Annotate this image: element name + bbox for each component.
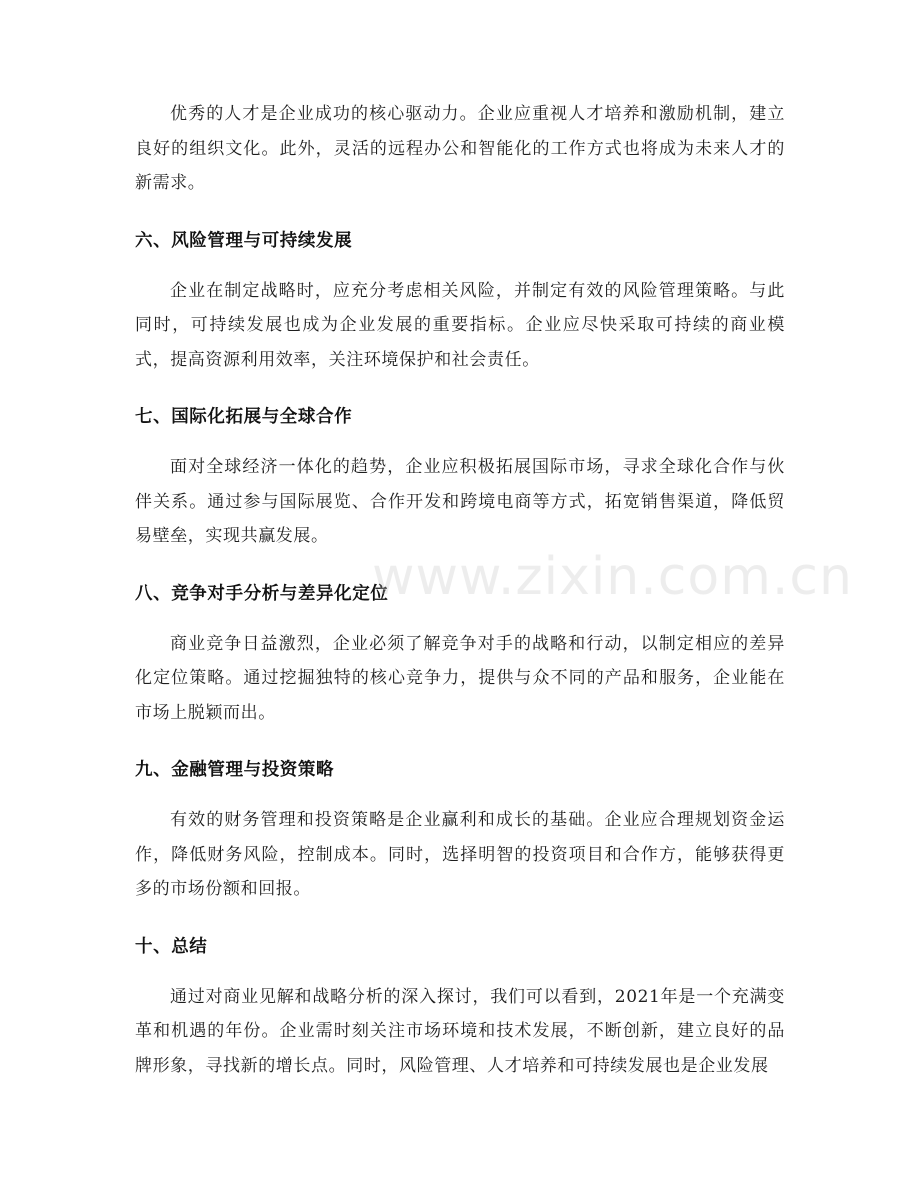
section-paragraph-competition: 商业竞争日益激烈，企业必须了解竞争对手的战略和行动，以制定相应的差异化定位策略。通过挖掘独特的核心竞争力，提供与众不同的产品和服务，企业能在市场上脱颖而出。 bbox=[135, 633, 785, 723]
section-paragraph-risk: 企业在制定战略时，应充分考虑相关风险，并制定有效的风险管理策略。与此同时，可持续发展也成为企业发展的重要指标。企业应尽快采取可持续的商业模式，提高资源利用效率，关注环境保护和社会责任。 bbox=[135, 280, 785, 370]
section-heading-competition: 八、竞争对手分析与差异化定位 bbox=[135, 583, 389, 604]
section-paragraph-summary: 通过对商业见解和战略分析的深入探讨，我们可以看到，2021年是一个充满变革和机遇的年份。企业需时刻关注市场环境和技术发展，不断创新，建立良好的品牌形象，寻找新的增长点。同时，风险管理、人才培养和可持续发展也是企业发展 bbox=[135, 986, 785, 1076]
section-heading-summary: 十、总结 bbox=[135, 936, 208, 957]
section-paragraph-international: 面对全球经济一体化的趋势，企业应积极拓展国际市场，寻求全球化合作与伙伴关系。通过参与国际展览、合作开发和跨境电商等方式，拓宽销售渠道，降低贸易壁垒，实现共赢发展。 bbox=[135, 457, 785, 546]
watermark-text: www.zixin.com.cn bbox=[372, 547, 853, 607]
intro-paragraph: 优秀的人才是企业成功的核心驱动力。企业应重视人才培养和激励机制，建立良好的组织文化。此外，灵活的远程办公和智能化的工作方式也将成为未来人才的新需求。 bbox=[135, 104, 785, 193]
section-heading-finance: 九、金融管理与投资策略 bbox=[135, 760, 335, 780]
section-paragraph-finance: 有效的财务管理和投资策略是企业赢利和成长的基础。企业应合理规划资金运作，降低财务风险，控制成本。同时，选择明智的投资项目和合作方，能够获得更多的市场份额和回报。 bbox=[135, 810, 785, 899]
section-heading-risk: 六、风险管理与可持续发展 bbox=[135, 230, 353, 251]
section-heading-international: 七、国际化拓展与全球合作 bbox=[135, 407, 353, 427]
